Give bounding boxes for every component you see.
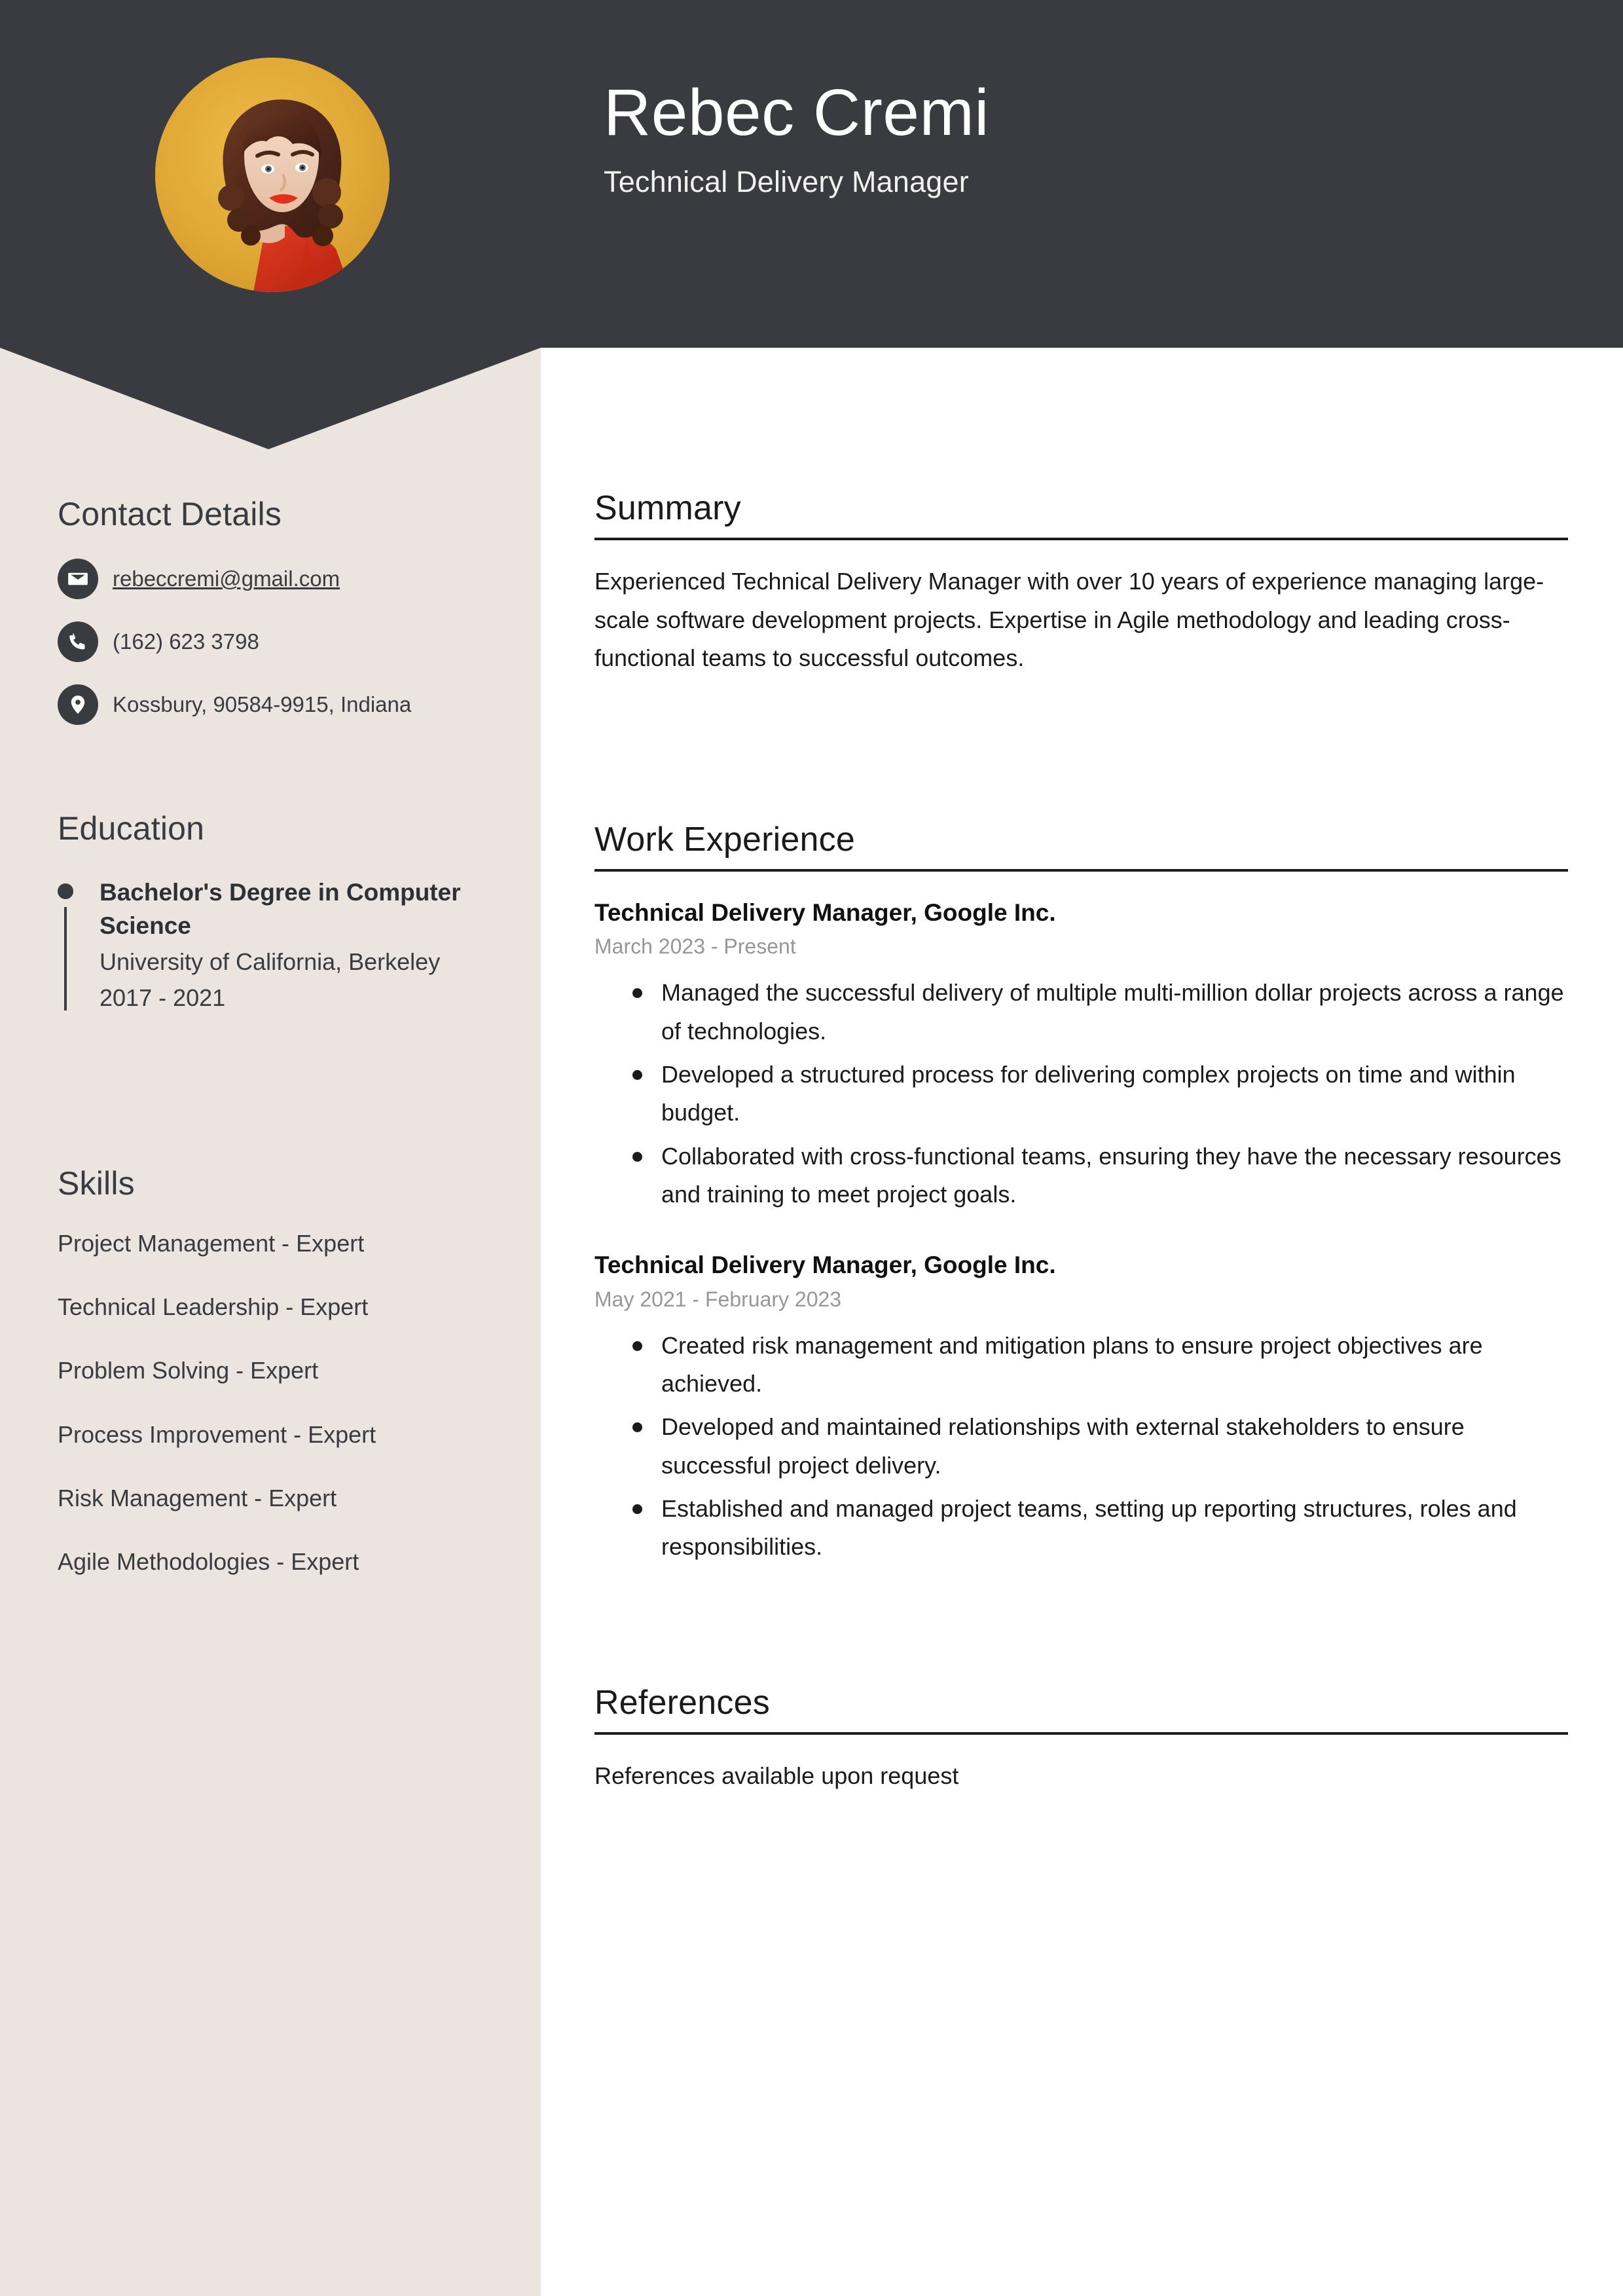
work-experience-section [594, 821, 1569, 1571]
contact-item-address[interactable] [58, 684, 509, 725]
summary-heading: Summary [594, 489, 741, 527]
phone-icon [58, 621, 98, 662]
list-item: Created risk management and mitigation plans to ensure project objectives are achieved. [661, 1327, 1569, 1403]
education-years: 2017 - 2021 [100, 984, 226, 1012]
references-text: References available upon request [594, 1762, 959, 1790]
work-bullets [594, 974, 1569, 1213]
contact-item-phone[interactable] [58, 621, 509, 662]
education-degree: Bachelor's Degree in Computer Science [100, 879, 461, 940]
work-dates: March 2023 - Present [594, 935, 796, 959]
job-title: Technical Delivery Manager [604, 165, 969, 198]
section-divider [594, 1732, 1568, 1735]
list-item: Managed the successful delivery of multiple multi-million dollar projects across a range of technologies. [661, 974, 1569, 1050]
work-dates: May 2021 - February 2023 [594, 1287, 842, 1311]
list-item: Agile Methodologies - Expert [58, 1547, 359, 1575]
sidebar [0, 0, 541, 2296]
phone-value[interactable]: (162) 623 3798 [113, 629, 259, 654]
list-item: Problem Solving - Expert [58, 1357, 319, 1384]
education-heading: Education [58, 810, 205, 847]
list-item: Project Management - Expert [58, 1230, 365, 1257]
education-section [58, 811, 509, 1014]
contact-list [58, 559, 509, 725]
work-experience-heading: Work Experience [594, 821, 855, 859]
timeline-dot-icon [58, 883, 73, 899]
header-text [604, 77, 989, 199]
summary-section [594, 490, 1569, 677]
skills-section [58, 1166, 509, 1611]
references-heading: References [594, 1684, 770, 1722]
list-item: Technical Leadership - Expert [58, 1293, 369, 1321]
work-bullets [594, 1327, 1569, 1566]
work-entry [594, 1250, 1569, 1566]
work-entry [594, 898, 1569, 1213]
list-item: Process Improvement - Expert [58, 1420, 376, 1448]
summary-text: Experienced Technical Delivery Manager with over 10 years of experience managing large-scale software development projects. Expertise in Agile methodology and leading cross-functional teams to successful outcomes. [594, 568, 1544, 671]
work-role: Technical Delivery Manager, Google Inc. [594, 1251, 1056, 1279]
list-item: Collaborated with cross-functional teams, ensuring they have the necessary resources and training to meet project goals. [661, 1138, 1569, 1214]
list-item: Developed a structured process for delivering complex projects on time and within budget. [661, 1056, 1569, 1132]
skills-list [58, 1229, 509, 1576]
contact-item-email[interactable] [58, 559, 509, 599]
list-item: Risk Management - Expert [58, 1484, 337, 1511]
location-pin-icon [58, 684, 98, 725]
email-value[interactable]: rebeccremi@gmail.com [113, 566, 340, 591]
envelope-icon [58, 559, 98, 599]
list-item: Established and managed project teams, setting up reporting structures, roles and responsibilities. [661, 1490, 1569, 1566]
list-item: Developed and maintained relationships with external stakeholders to ensure successful project delivery. [661, 1408, 1569, 1485]
education-school: University of California, Berkeley [100, 948, 441, 976]
section-divider [594, 538, 1568, 540]
education-item [58, 876, 509, 1014]
work-role: Technical Delivery Manager, Google Inc. [594, 899, 1056, 927]
contact-heading: Contact Details [58, 496, 282, 532]
address-value[interactable]: Kossbury, 90584-9915, Indiana [113, 692, 412, 717]
timeline-line [64, 907, 67, 1010]
skills-heading: Skills [58, 1165, 135, 1202]
contact-details-section [58, 496, 509, 747]
page-title: Rebec Cremi [604, 76, 989, 149]
section-divider [594, 869, 1568, 872]
references-section [594, 1684, 1569, 1796]
